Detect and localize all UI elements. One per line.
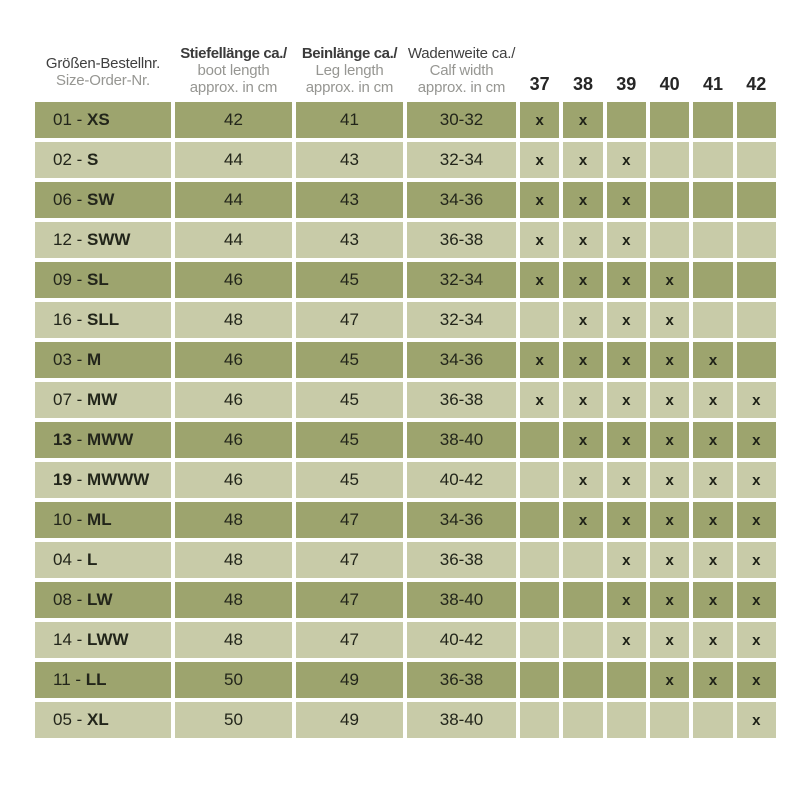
header-boot-length-en: boot length [197,62,270,79]
leg-length-value: 47 [296,542,403,578]
size-order-label: 10 - ML [35,502,171,538]
leg-length-value: 49 [296,662,403,698]
table-header-row [35,20,776,98]
size-38-mark [563,622,602,658]
leg-length-value: 45 [296,262,403,298]
size-40-mark: x [650,542,689,578]
table-row [35,302,776,338]
size-41-mark: x [693,542,732,578]
size-42-mark [737,102,776,138]
header-shoe-size-38: 38 [572,74,593,94]
size-42-mark: x [737,422,776,458]
header-boot-length [175,20,292,98]
leg-length-value: 43 [296,222,403,258]
size-37-mark: x [520,222,559,258]
size-41-mark [693,262,732,298]
table-row [35,342,776,378]
header-shoe-size-37: 37 [529,74,550,94]
size-37-mark: x [520,262,559,298]
boot-length-value: 44 [175,182,292,218]
size-41-mark [693,142,732,178]
size-39-mark: x [607,342,646,378]
leg-length-value: 47 [296,302,403,338]
table-body [35,102,776,738]
header-shoe-size-39: 39 [616,74,637,94]
size-37-mark [520,302,559,338]
header-shoe-size-42: 42 [746,74,767,94]
size-41-mark: x [693,422,732,458]
size-38-mark [563,662,602,698]
size-41-mark [693,702,732,738]
size-38-mark: x [563,182,602,218]
size-38-mark [563,542,602,578]
leg-length-value: 45 [296,422,403,458]
size-order-label: 09 - SL [35,262,171,298]
table-row [35,262,776,298]
size-41-mark: x [693,462,732,498]
size-42-mark: x [737,662,776,698]
table-row [35,622,776,658]
size-38-mark: x [563,262,602,298]
size-42-mark: x [737,462,776,498]
size-37-mark [520,422,559,458]
size-38-mark [563,702,602,738]
leg-length-value: 49 [296,702,403,738]
size-39-mark: x [607,542,646,578]
table-row [35,142,776,178]
size-42-mark: x [737,622,776,658]
size-42-mark [737,142,776,178]
boot-length-value: 50 [175,662,292,698]
table-row [35,462,776,498]
size-41-mark: x [693,622,732,658]
header-boot-length-de: Stiefellänge ca./ [180,45,287,62]
calf-width-value: 36-38 [407,382,516,418]
size-order-label: 19 - MWWW [35,462,171,498]
size-38-mark: x [563,342,602,378]
size-order-label: 03 - M [35,342,171,378]
size-40-mark: x [650,582,689,618]
size-39-mark: x [607,262,646,298]
size-order-label: 14 - LWW [35,622,171,658]
boot-length-value: 46 [175,262,292,298]
size-42-mark [737,342,776,378]
size-39-mark: x [607,182,646,218]
size-order-label: 08 - LW [35,582,171,618]
size-38-mark: x [563,502,602,538]
boot-length-value: 48 [175,302,292,338]
size-38-mark [563,582,602,618]
size-40-mark [650,702,689,738]
size-order-label: 05 - XL [35,702,171,738]
size-38-mark: x [563,222,602,258]
header-leg-length [296,20,403,98]
size-40-mark [650,182,689,218]
leg-length-value: 47 [296,622,403,658]
size-39-mark [607,662,646,698]
boot-length-value: 42 [175,102,292,138]
size-order-label: 07 - MW [35,382,171,418]
size-order-label: 06 - SW [35,182,171,218]
size-41-mark [693,302,732,338]
calf-width-value: 30-32 [407,102,516,138]
size-37-mark: x [520,342,559,378]
size-order-label: 12 - SWW [35,222,171,258]
boot-length-value: 48 [175,542,292,578]
size-37-mark [520,702,559,738]
size-40-mark: x [650,502,689,538]
size-38-mark: x [563,142,602,178]
header-leg-length-en: Leg length [315,62,384,79]
calf-width-value: 38-40 [407,702,516,738]
size-39-mark: x [607,302,646,338]
calf-width-value: 36-38 [407,542,516,578]
table-row [35,502,776,538]
leg-length-value: 43 [296,182,403,218]
size-42-mark [737,182,776,218]
size-42-mark: x [737,382,776,418]
boot-length-value: 50 [175,702,292,738]
size-37-mark: x [520,102,559,138]
boot-length-value: 48 [175,582,292,618]
table-row [35,222,776,258]
boot-length-value: 48 [175,502,292,538]
size-42-mark [737,302,776,338]
size-chart-table [35,20,776,738]
header-size-order-nr [35,20,171,98]
size-40-mark [650,102,689,138]
table-row [35,702,776,738]
size-38-mark: x [563,462,602,498]
calf-width-value: 36-38 [407,662,516,698]
calf-width-value: 32-34 [407,262,516,298]
calf-width-value: 40-42 [407,462,516,498]
header-shoe-size-40: 40 [659,74,680,94]
calf-width-value: 32-34 [407,142,516,178]
calf-width-value: 38-40 [407,422,516,458]
header-calf-width-en: Calf width [429,62,494,79]
table-row [35,182,776,218]
header-shoe-size-41: 41 [702,74,723,94]
size-37-mark [520,662,559,698]
boot-length-value: 44 [175,222,292,258]
size-40-mark: x [650,462,689,498]
table-row [35,382,776,418]
size-40-mark: x [650,622,689,658]
size-order-label: 13 - MWW [35,422,171,458]
size-37-mark [520,622,559,658]
boot-length-value: 46 [175,342,292,378]
size-37-mark [520,502,559,538]
size-38-mark: x [563,422,602,458]
size-37-mark: x [520,382,559,418]
size-42-mark: x [737,542,776,578]
boot-length-value: 48 [175,622,292,658]
header-calf-width [407,20,516,98]
size-39-mark [607,102,646,138]
size-38-mark: x [563,302,602,338]
table-row [35,582,776,618]
size-40-mark: x [650,422,689,458]
boot-length-value: 46 [175,462,292,498]
size-38-mark: x [563,102,602,138]
size-40-mark: x [650,382,689,418]
size-39-mark: x [607,382,646,418]
size-40-mark: x [650,262,689,298]
size-40-mark: x [650,342,689,378]
boot-length-value: 46 [175,422,292,458]
size-42-mark: x [737,582,776,618]
calf-width-value: 38-40 [407,582,516,618]
size-39-mark: x [607,142,646,178]
leg-length-value: 45 [296,462,403,498]
size-37-mark [520,542,559,578]
size-37-mark [520,582,559,618]
size-41-mark: x [693,342,732,378]
size-38-mark: x [563,382,602,418]
table-row [35,102,776,138]
calf-width-value: 34-36 [407,182,516,218]
size-41-mark [693,222,732,258]
size-37-mark: x [520,142,559,178]
size-41-mark [693,102,732,138]
size-39-mark: x [607,622,646,658]
size-order-label: 02 - S [35,142,171,178]
size-order-label: 01 - XS [35,102,171,138]
size-40-mark: x [650,662,689,698]
size-order-label: 04 - L [35,542,171,578]
size-40-mark [650,142,689,178]
leg-length-value: 43 [296,142,403,178]
size-37-mark: x [520,182,559,218]
calf-width-value: 36-38 [407,222,516,258]
size-order-label: 11 - LL [35,662,171,698]
size-40-mark: x [650,302,689,338]
calf-width-value: 40-42 [407,622,516,658]
size-order-label: 16 - SLL [35,302,171,338]
table-row [35,662,776,698]
boot-length-value: 46 [175,382,292,418]
size-41-mark: x [693,502,732,538]
size-41-mark [693,182,732,218]
header-boot-length-unit: approx. in cm [189,79,278,96]
size-39-mark: x [607,502,646,538]
size-41-mark: x [693,662,732,698]
header-calf-width-unit: approx. in cm [417,79,506,96]
size-42-mark: x [737,502,776,538]
leg-length-value: 47 [296,502,403,538]
size-42-mark [737,222,776,258]
size-39-mark: x [607,582,646,618]
size-39-mark: x [607,222,646,258]
size-41-mark: x [693,582,732,618]
header-leg-length-unit: approx. in cm [305,79,394,96]
size-39-mark: x [607,422,646,458]
calf-width-value: 32-34 [407,302,516,338]
header-size-order-en: Size-Order-Nr. [56,72,150,89]
header-leg-length-de: Beinlänge ca./ [301,45,398,62]
size-42-mark [737,262,776,298]
leg-length-value: 45 [296,382,403,418]
calf-width-value: 34-36 [407,502,516,538]
leg-length-value: 45 [296,342,403,378]
table-row [35,422,776,458]
header-size-order-de: Größen-Bestellnr. [45,55,161,72]
size-40-mark [650,222,689,258]
size-41-mark: x [693,382,732,418]
size-37-mark [520,462,559,498]
boot-length-value: 44 [175,142,292,178]
header-calf-width-de: Wadenweite ca./ [407,45,516,62]
size-39-mark [607,702,646,738]
leg-length-value: 47 [296,582,403,618]
leg-length-value: 41 [296,102,403,138]
calf-width-value: 34-36 [407,342,516,378]
table-row [35,542,776,578]
size-39-mark: x [607,462,646,498]
size-42-mark: x [737,702,776,738]
